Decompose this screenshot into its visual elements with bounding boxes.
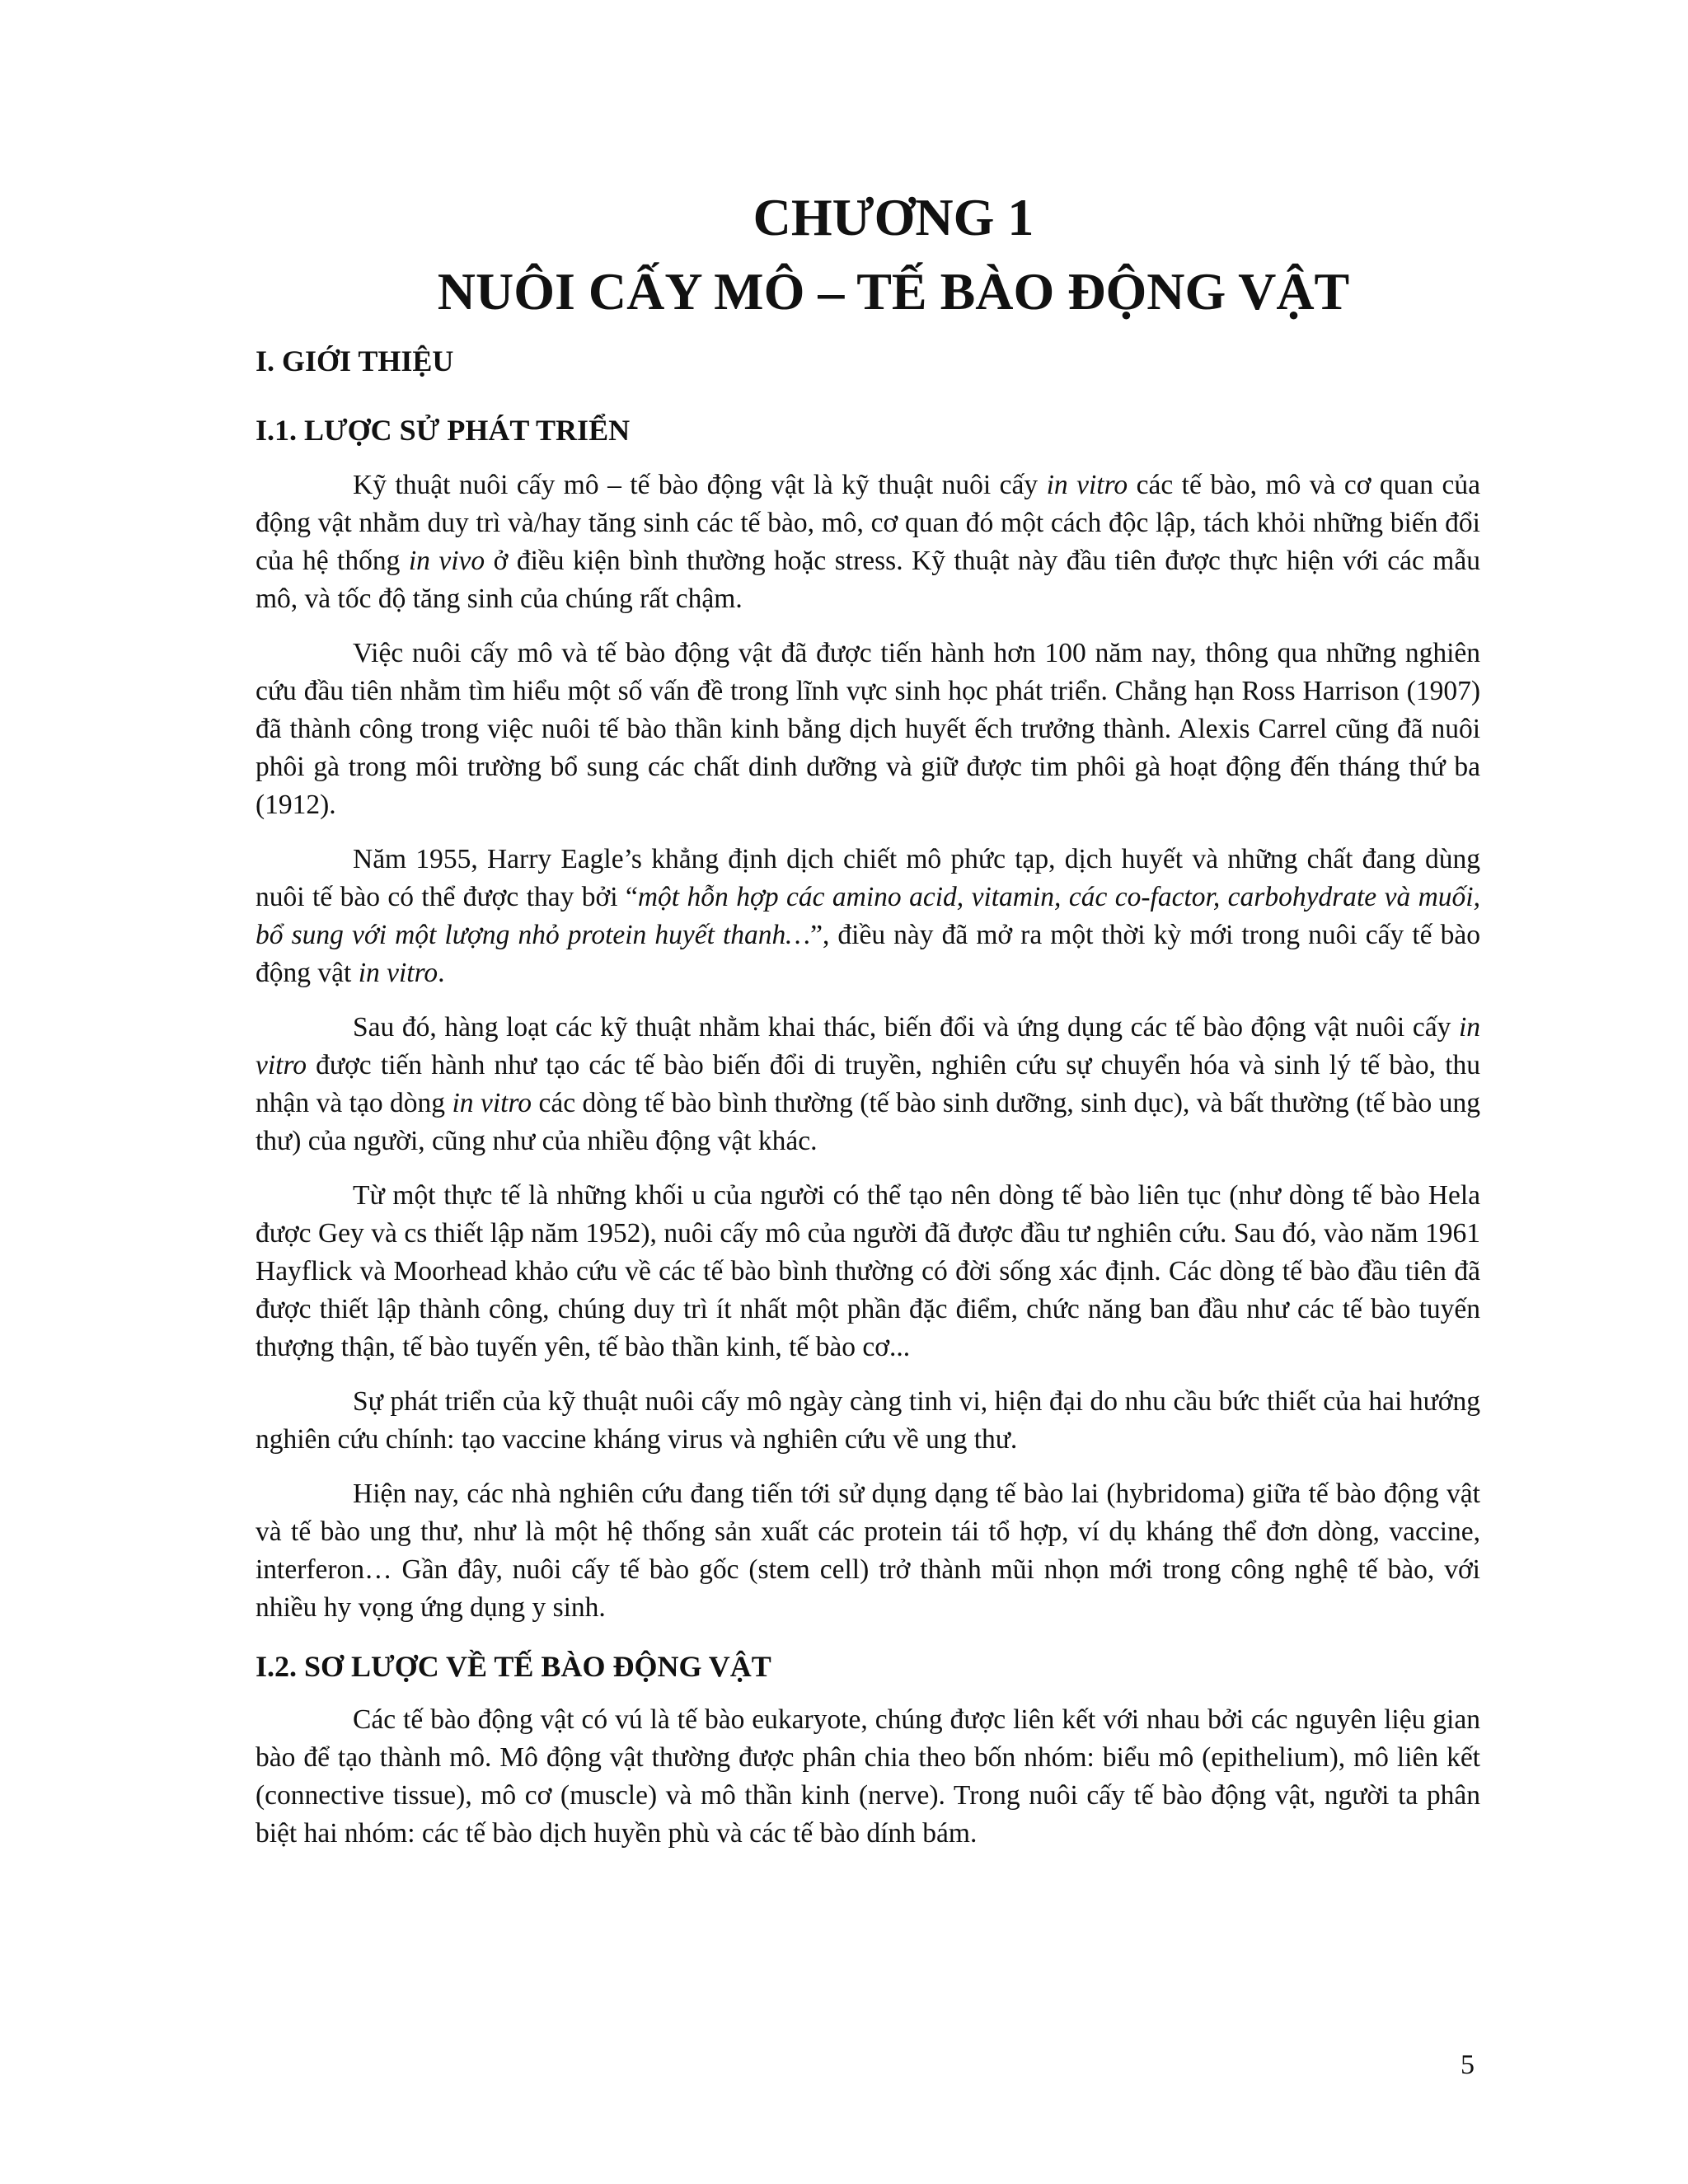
section-heading-introduction: I. GIỚI THIỆU bbox=[256, 344, 454, 377]
paragraph-2: Việc nuôi cấy mô và tế bào động vật đã được tiến hành hơn 100 năm nay, thông qua những nghiên cứu đầu tiên nhằm tìm hiểu một số vấn đề trong lĩnh vực sinh học phát triển. Chẳng hạn Ross Harrison (1907) đã thành công trong việc nuôi tế bào thần kinh bằng dịch huyết ếch trưởng thành. Alexis Carrel cũng đã nuôi phôi gà trong môi trường bổ sung các chất dinh dưỡng và giữ được tim phôi gà hoạt động đến tháng thứ ba (1912). bbox=[256, 638, 1480, 820]
paragraph-1 bbox=[256, 466, 1480, 618]
section-heading-history: I.1. LƯỢC SỬ PHÁT TRIỂN bbox=[256, 414, 631, 447]
italic-term: in vitro bbox=[256, 1012, 1480, 1080]
paragraph-8: Các tế bào động vật có vú là tế bào eukaryote, chúng được liên kết với nhau bởi các nguyên liệu gian bào để tạo thành mô. Mô động vật thường được phân chia theo bốn nhóm: biểu mô (epithelium), mô liên kết (connective tissue), mô cơ (muscle) và mô thần kinh (nerve). Trong nuôi cấy tế bào động vật, người ta phân biệt hai nhóm: các tế bào dịch huyền phù và các tế bào dính bám. bbox=[256, 1704, 1480, 1849]
paragraph-1-text: các tế bào, mô và cơ quan của động vật nhằm duy trì và/hay tăng sinh các tế bào, mô, cơ quan đó một cách độc lập, tách khỏi những biến đổi của hệ thống bbox=[256, 470, 1480, 576]
italic-term: in vitro bbox=[1046, 470, 1128, 500]
paragraph-3-text: Năm 1955, Harry Eagle’s khẳng định dịch chiết mô phức tạp, dịch huyết và những chất đang dùng nuôi tế bào có thể được thay bởi “ bbox=[256, 844, 1480, 912]
italic-term: in vitro bbox=[452, 1088, 532, 1118]
paragraph-3-text: . bbox=[438, 958, 445, 988]
page-content bbox=[256, 343, 1480, 1869]
chapter-number: CHƯƠNG 1 bbox=[753, 188, 1034, 246]
chapter-title: NUÔI CẤY MÔ – TẾ BÀO ĐỘNG VẬT bbox=[437, 262, 1350, 321]
italic-term: in vitro bbox=[358, 958, 438, 988]
paragraph-5: Từ một thực tế là những khối u của người có thể tạo nên dòng tế bào liên tục (như dòng tế bào Hela được Gey và cs thiết lập năm 1952), nuôi cấy mô của người đã được đầu tư nghiên cứu. Sau đó, vào năm 1961 Hayflick và Moorhead khảo cứu về các tế bào bình thường có đời sống xác định. Các dòng tế bào đầu tiên đã được thiết lập thành công, chúng duy trì ít nhất một phần đặc điểm, chức năng ban đầu như các tế bào tuyến thượng thận, tế bào tuyến yên, tế bào thần kinh, tế bào cơ... bbox=[256, 1180, 1480, 1362]
page-number: 5 bbox=[1461, 2050, 1475, 2080]
paragraph-4-text: Sau đó, hàng loạt các kỹ thuật nhằm khai thác, biến đổi và ứng dụng các tế bào động vật nuôi cấy bbox=[353, 1012, 1459, 1043]
paragraph-4-text: được tiến hành như tạo các tế bào biến đổi di truyền, nghiên cứu sự chuyển hóa và sinh lý tế bào, thu nhận và tạo dòng bbox=[256, 1050, 1480, 1118]
paragraph-3-text: ”, điều này đã mở ra một thời kỳ mới trong nuôi cấy tế bào động vật bbox=[256, 920, 1480, 988]
paragraph-1-text: ở điều kiện bình thường hoặc stress. Kỹ thuật này đầu tiên được thực hiện với các mẫu mô, và tốc độ tăng sinh của chúng rất chậm. bbox=[256, 546, 1480, 614]
paragraph-3 bbox=[256, 841, 1480, 992]
italic-term: in vivo bbox=[408, 546, 485, 576]
paragraph-7: Hiện nay, các nhà nghiên cứu đang tiến tới sử dụng dạng tế bào lai (hybridoma) giữa tế bào động vật và tế bào ung thư, như là một hệ thống sản xuất các protein tái tổ hợp, ví dụ kháng thể đơn dòng, vaccine, interferon… Gần đây, nuôi cấy tế bào gốc (stem cell) trở thành mũi nhọn mới trong công nghệ tế bào, với nhiều hy vọng ứng dụng y sinh. bbox=[256, 1479, 1480, 1623]
paragraph-4-text: các dòng tế bào bình thường (tế bào sinh dưỡng, sinh dục), và bất thường (tế bào ung thư) của người, cũng như của nhiều động vật khác. bbox=[256, 1088, 1480, 1156]
italic-quote: một hỗn hợp các amino acid, vitamin, các co-factor, carbohydrate và muối, bổ sung với một lượng nhỏ protein huyết thanh… bbox=[256, 882, 1480, 950]
paragraph-6: Sự phát triển của kỹ thuật nuôi cấy mô ngày càng tinh vi, hiện đại do nhu cầu bức thiết của hai hướng nghiên cứu chính: tạo vaccine kháng virus và nghiên cứu về ung thư. bbox=[256, 1386, 1480, 1455]
section-heading-animal-cells: I.2. SƠ LƯỢC VỀ TẾ BÀO ĐỘNG VẬT bbox=[256, 1650, 771, 1683]
paragraph-1-text: Kỹ thuật nuôi cấy mô – tế bào động vật là kỹ thuật nuôi cấy bbox=[353, 470, 1047, 500]
paragraph-4 bbox=[256, 1009, 1480, 1160]
